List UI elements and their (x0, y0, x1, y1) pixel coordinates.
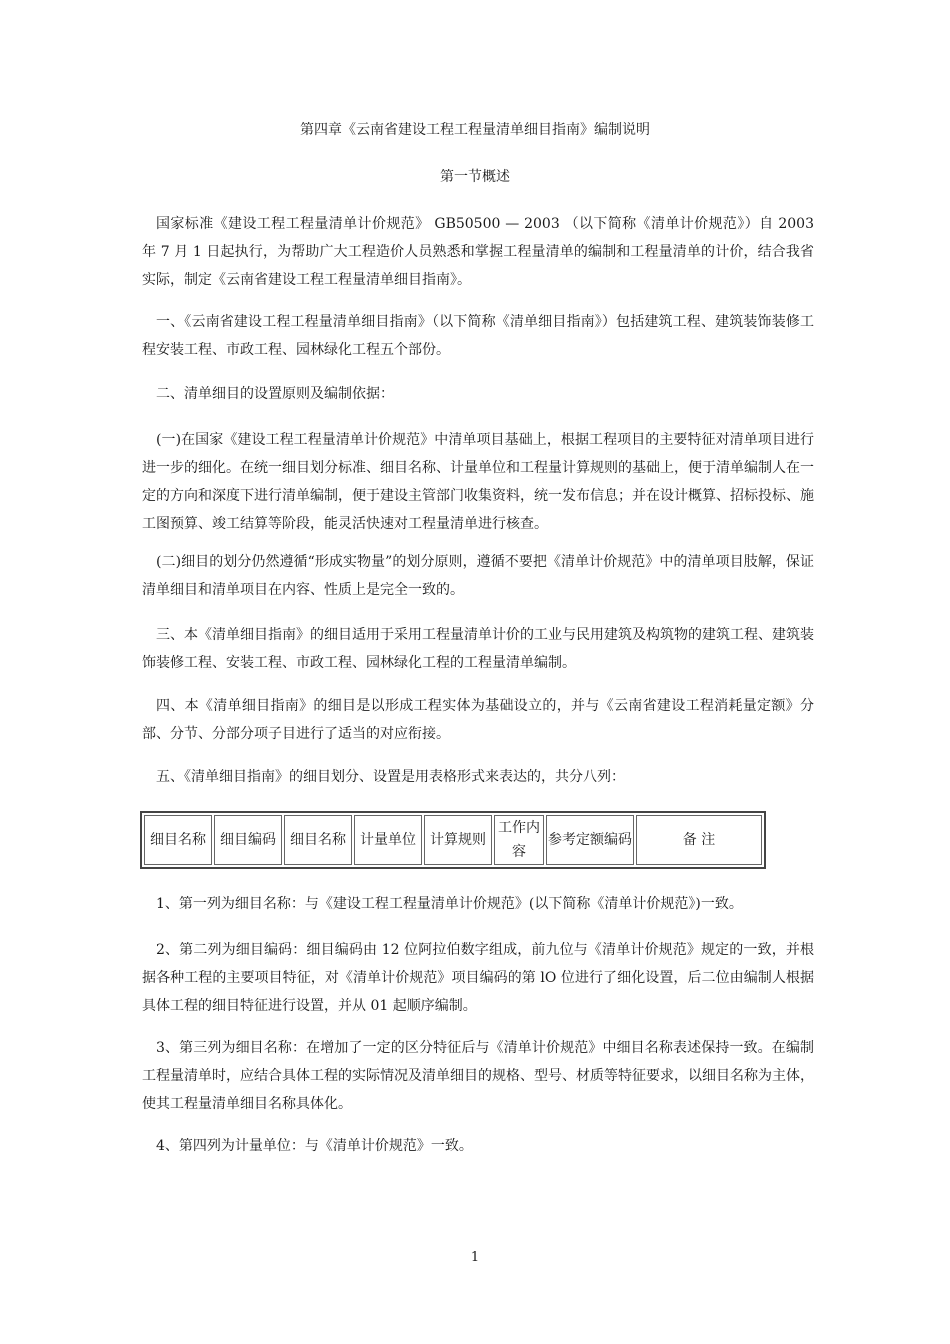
paragraph-column-4: 4、第四列为计量单位：与《清单计价规范》一致。 (156, 1138, 473, 1154)
table-header-cell: 工作内容 (494, 815, 544, 865)
paragraph-column-3: 3、第三列为细目名称：在增加了一定的区分特征后与《清单计价规范》中细目名称表述保持一致。在编制工程量清单时，应结合具体工程的实际情况及清单细目的规格、型号、材质等特征要求，以细目名称为主体，使其工程量清单细目名称具体化。 (142, 1040, 814, 1112)
table-header-row (144, 815, 762, 865)
table-header-cell: 细目名称 (144, 815, 212, 865)
chapter-title: 第四章《云南省建设工程工程量清单细目指南》编制说明 (300, 122, 650, 138)
paragraph-item-5: 五、《清单细目指南》的细目划分、设置是用表格形式来表达的，共分八列： (156, 769, 625, 785)
paragraph-item-2-1: (一)在国家《建设工程工程量清单计价规范》中清单项目基础上，根据工程项目的主要特征对清单项目进行进一步的细化。在统一细目划分标准、细目名称、计量单位和工程量计算规则的基础上，便于清单编制人在一定的方向和深度下进行清单编制，便于建设主管部门收集资料，统一发布信息；并在设计概算、招标投标、施工图预算、竣工结算等阶段，能灵活快速对工程量清单进行核查。 (142, 432, 814, 532)
table-header-cell: 备 注 (636, 815, 762, 865)
column-spec-table (140, 811, 766, 869)
paragraph-item-2: 二、清单细目的设置原则及编制依据： (156, 386, 394, 402)
table-header-cell: 细目名称 (284, 815, 352, 865)
table-header-cell: 计量单位 (354, 815, 422, 865)
paragraph-column-2: 2、第二列为细目编码：细目编码由 12 位阿拉伯数字组成，前九位与《清单计价规范》规定的一致，并根据各种工程的主要项目特征，对《清单计价规范》项目编码的第 lO 位进行了细化设置，后二位由编制人根据具体工程的细目特征进行设置，并从 01 起顺序编制。 (142, 942, 814, 1014)
paragraph-column-1: 1、第一列为细目名称：与《建设工程工程量清单计价规范》(以下简称《清单计价规范》)一致。 (156, 896, 743, 912)
paragraph-item-1: 一、《云南省建设工程工程量清单细目指南》（以下简称《清单细目指南》）包括建筑工程、建筑装饰装修工程安装工程、市政工程、园林绿化工程五个部份。 (142, 314, 814, 358)
paragraph-item-2-2: (二)细目的划分仍然遵循“形成实物量”的划分原则，遵循不要把《清单计价规范》中的清单项目肢解，保证清单细目和清单项目在内容、性质上是完全一致的。 (142, 554, 814, 598)
paragraph-item-4: 四、本《清单细目指南》的细目是以形成工程实体为基础设立的，并与《云南省建设工程消耗量定额》分部、分节、分部分项子目进行了适当的对应衔接。 (142, 698, 814, 742)
table-header-cell: 计算规则 (424, 815, 492, 865)
paragraph-intro: 国家标准《建设工程工程量清单计价规范》 GB50500 — 2003 （以下简称《清单计价规范》）自 2003 年 7 月 1 日起执行，为帮助广大工程造价人员熟悉和掌握工程量清单的编制和工程量清单的计价，结合我省实际，制定《云南省建设工程工程量清单细目指南》。 (142, 216, 814, 288)
table-header-cell: 细目编码 (214, 815, 282, 865)
page-number: 1 (470, 1250, 480, 1265)
paragraph-item-3: 三、本《清单细目指南》的细目适用于采用工程量清单计价的工业与民用建筑及构筑物的建筑工程、建筑装饰装修工程、安装工程、市政工程、园林绿化工程的工程量清单编制。 (142, 627, 814, 671)
section-title: 第一节概述 (440, 169, 510, 185)
table-header-cell: 参考定额编码 (546, 815, 634, 865)
